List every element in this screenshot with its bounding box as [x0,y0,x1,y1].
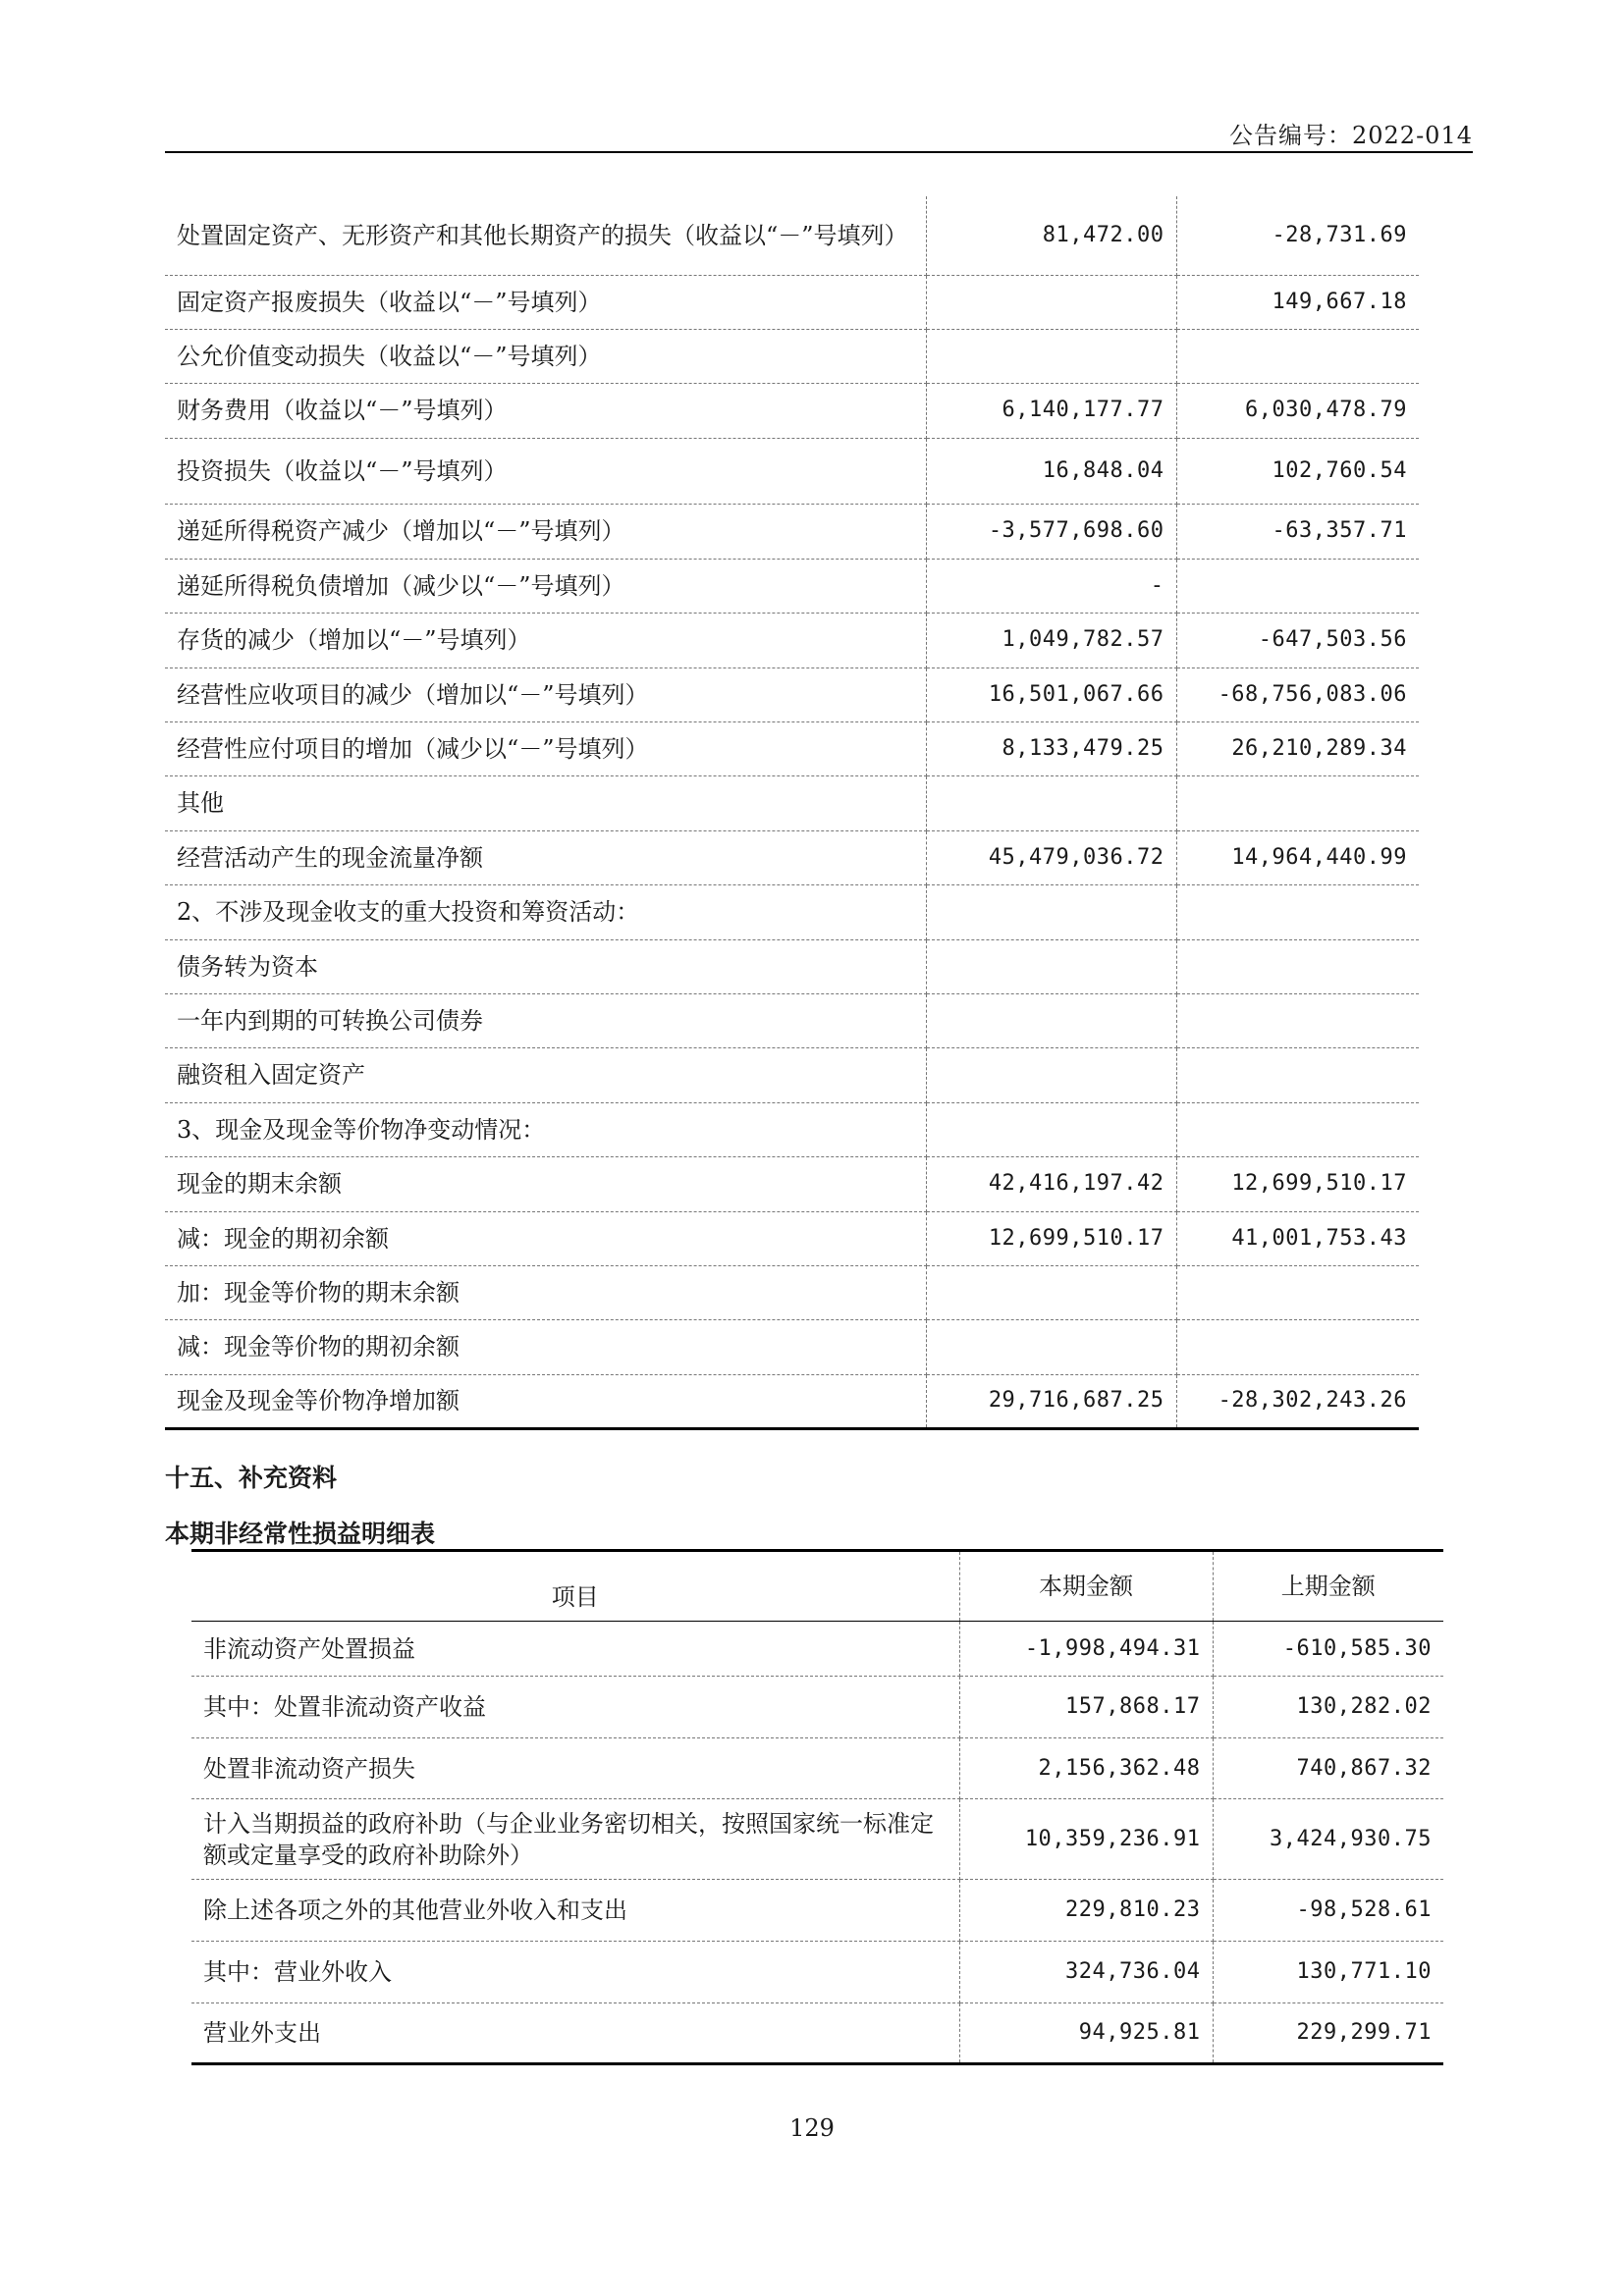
row-prior [1176,1265,1419,1319]
row-current [926,275,1176,329]
table-row [165,438,1419,504]
row-prior [1176,1047,1419,1102]
row-current: 94,925.81 [959,2003,1213,2064]
table-row [165,939,1419,993]
row-current [926,1047,1176,1102]
row-current: 324,736.04 [959,1942,1213,2003]
row-label: 融资租入固定资产 [165,1047,926,1102]
table-header-row [191,1551,1443,1622]
row-label: 公允价值变动损失（收益以“－”号填列） [165,329,926,383]
section-subtitle: 本期非经常性损益明细表 [165,1520,436,1548]
row-current [926,1102,1176,1156]
row-label: 债务转为资本 [165,939,926,993]
section-title: 十五、补充资料 [165,1464,338,1492]
cashflow-supplement-table [165,196,1419,1430]
table-row [165,993,1419,1047]
row-label: 加：现金等价物的期末余额 [165,1265,926,1319]
row-prior [1176,329,1419,383]
row-label: 经营性应收项目的减少（增加以“－”号填列） [165,667,926,721]
row-current: 229,810.23 [959,1880,1213,1942]
row-current: 2,156,362.48 [959,1738,1213,1799]
row-prior: -28,302,243.26 [1218,1388,1407,1413]
table-row [165,667,1419,721]
row-current: 42,416,197.42 [926,1156,1176,1211]
table-row [191,1622,1443,1677]
row-label: 投资损失（收益以“－”号填列） [165,438,926,504]
table-row [165,1319,1419,1374]
row-label: 财务费用（收益以“－”号填列） [165,383,926,438]
row-current: 1,049,782.57 [926,613,1176,667]
row-prior: 6,030,478.79 [1176,383,1419,438]
row-label: 递延所得税资产减少（增加以“－”号填列） [165,504,926,559]
row-label: 递延所得税负债增加（减少以“－”号填列） [165,559,926,613]
row-prior: -68,756,083.06 [1176,667,1419,721]
row-label: 其中：营业外收入 [191,1942,959,2003]
table-row [165,1211,1419,1265]
row-prior [1176,559,1419,613]
table-row [191,1677,1443,1738]
row-label: 营业外支出 [191,2003,959,2064]
row-prior [1176,939,1419,993]
row-label: 存货的减少（增加以“－”号填列） [165,613,926,667]
table-row [191,1942,1443,2003]
row-current [926,993,1176,1047]
table-row [165,1156,1419,1211]
row-prior: 26,210,289.34 [1176,721,1419,775]
table-row [191,1799,1443,1880]
row-prior: 130,771.10 [1213,1942,1443,2003]
row-current [926,1265,1176,1319]
table-row [165,383,1419,438]
row-prior: 130,282.02 [1213,1677,1443,1738]
row-label: 2、不涉及现金收支的重大投资和筹资活动： [165,884,926,939]
table-row [165,504,1419,559]
table-row [165,196,1419,275]
table-row [165,329,1419,383]
row-label: 减：现金的期初余额 [165,1211,926,1265]
row-label: 经营活动产生的现金流量净额 [165,830,926,884]
table-row [165,275,1419,329]
nonrecurring-gains-table [191,1549,1443,2065]
announcement-number: 公告编号：2022-014 [1229,122,1473,149]
row-label: 处置非流动资产损失 [191,1738,959,1799]
row-label: 其他 [165,775,926,830]
row-label: 固定资产报废损失（收益以“－”号填列） [165,275,926,329]
row-label: 经营性应付项目的增加（减少以“－”号填列） [165,721,926,775]
table-row [191,1738,1443,1799]
row-current: 16,848.04 [926,438,1176,504]
row-label: 现金及现金等价物净增加额 [165,1374,926,1428]
table-row [165,775,1419,830]
row-prior: 149,667.18 [1176,275,1419,329]
row-prior: 14,964,440.99 [1176,830,1419,884]
row-prior: -28,731.69 [1176,196,1419,275]
row-prior: 229,299.71 [1296,2020,1432,2045]
table-row [165,1374,1419,1428]
row-prior [1176,1319,1419,1374]
row-prior [1176,993,1419,1047]
row-current: 12,699,510.17 [926,1211,1176,1265]
header-prior: 上期金额 [1213,1551,1443,1622]
row-prior: 12,699,510.17 [1176,1156,1419,1211]
row-label: 减：现金等价物的期初余额 [165,1319,926,1374]
row-label: 除上述各项之外的其他营业外收入和支出 [191,1880,959,1942]
row-label: 一年内到期的可转换公司债券 [165,993,926,1047]
table-row [165,1047,1419,1102]
row-prior [1176,775,1419,830]
row-prior [1176,1102,1419,1156]
row-prior: 102,760.54 [1176,438,1419,504]
row-current [926,775,1176,830]
row-prior: 3,424,930.75 [1213,1799,1443,1880]
row-label: 3、现金及现金等价物净变动情况： [165,1102,926,1156]
page-number: 129 [789,2114,835,2142]
row-prior: 41,001,753.43 [1176,1211,1419,1265]
row-current: 10,359,236.91 [959,1799,1213,1880]
page-header [165,116,1473,153]
row-prior: -647,503.56 [1176,613,1419,667]
table-row [165,1265,1419,1319]
table-row [191,2003,1443,2064]
row-current: 6,140,177.77 [926,383,1176,438]
row-current [926,939,1176,993]
row-prior: 740,867.32 [1213,1738,1443,1799]
table-row [191,1880,1443,1942]
table-row [165,884,1419,939]
row-prior: -610,585.30 [1213,1622,1443,1677]
header-current: 本期金额 [959,1551,1213,1622]
row-current: - [926,559,1176,613]
row-current: 16,501,067.66 [926,667,1176,721]
row-label: 处置固定资产、无形资产和其他长期资产的损失（收益以“－”号填列） [165,196,926,275]
row-prior: -63,357.71 [1176,504,1419,559]
row-current [926,884,1176,939]
row-current [926,329,1176,383]
row-prior: -98,528.61 [1213,1880,1443,1942]
row-current [926,1319,1176,1374]
table-row [165,721,1419,775]
row-current: 81,472.00 [926,196,1176,275]
row-label: 非流动资产处置损益 [191,1622,959,1677]
row-current: 29,716,687.25 [926,1374,1176,1428]
row-prior [1176,884,1419,939]
row-label: 计入当期损益的政府补助（与企业业务密切相关，按照国家统一标准定额或定量享受的政府补助除外） [191,1799,959,1880]
header-item: 项目 [191,1551,959,1622]
row-current: -3,577,698.60 [926,504,1176,559]
row-current: 45,479,036.72 [926,830,1176,884]
row-current: 157,868.17 [959,1677,1213,1738]
table-row [165,830,1419,884]
row-current: -1,998,494.31 [959,1622,1213,1677]
row-current: 8,133,479.25 [926,721,1176,775]
row-label: 现金的期末余额 [165,1156,926,1211]
table-row [165,559,1419,613]
row-label: 其中：处置非流动资产收益 [191,1677,959,1738]
table-row [165,1102,1419,1156]
table-row [165,613,1419,667]
